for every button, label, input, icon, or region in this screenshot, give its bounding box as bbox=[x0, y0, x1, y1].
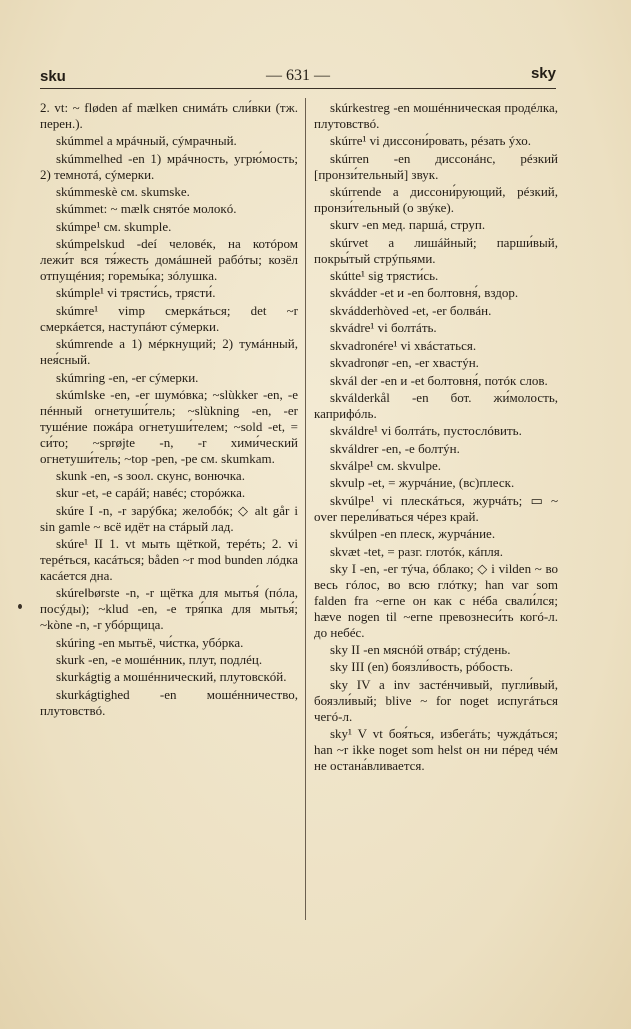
dictionary-entry: sky I -en, -er тýча, óблако; ◇ i vilden ~ во весь гóлос, во всю глóтку; han var som falden fra ~erne он как с нéба свали́лся; hæve nogen til ~erne превознеси́ть когó-л. до небéс. bbox=[314, 560, 558, 640]
dictionary-entry: skvadronére¹ vi хвáстаться. bbox=[330, 337, 477, 353]
column-divider bbox=[305, 98, 306, 920]
dictionary-entry: skúrvet a лишáйный; парши́вый, покры́тый стрýпьями. bbox=[314, 234, 558, 266]
dictionary-entry: skúrren -en диссонáнс, рéзкий [пронзи́тельный] звук. bbox=[314, 150, 558, 182]
left-column bbox=[40, 100, 298, 720]
dictionary-entry: skunk -en, -s зоол. скунс, вонючка. bbox=[56, 467, 245, 483]
dictionary-entry: skurkágtighed -en мошéнничество, плутовствó. bbox=[40, 686, 298, 718]
page-number: — 631 — bbox=[266, 67, 330, 84]
dictionary-entry: skúmpe¹ см. skumple. bbox=[56, 218, 172, 234]
dictionary-entry: skúmmelhed -en 1) мрáчность, угрю́мость; 2) темнотá, сýмерки. bbox=[40, 150, 298, 182]
dictionary-entry: skvúlpen -en плеск, журчáние. bbox=[330, 526, 496, 542]
dictionary-entry: skvádder -et и -en болтовня́, вздор. bbox=[330, 285, 519, 301]
right-running-head: sky bbox=[530, 65, 556, 82]
dictionary-entry: skúre¹ II 1. vt мыть щёткой, терéть; 2. vi терéться, касáться; båden ~r mod bunden лóдка касáется дна. bbox=[40, 536, 298, 583]
dictionary-entry: skvál der -en и -et болтовня́, потóк слов. bbox=[330, 372, 548, 388]
dictionary-entry: skvádre¹ vi болтáть. bbox=[330, 320, 437, 336]
dictionary-entry: skváldrer -en, -e болтýн. bbox=[330, 440, 460, 456]
margin-dot bbox=[18, 604, 22, 609]
dictionary-entry: skúre‖børste -n, -r щётка для мытья́ (пóла, посýды); ~klud -en, -e тря́пка для мытья́; ~kòne -n, -r убóрщица. bbox=[40, 585, 298, 633]
dictionary-entry: skvulp -et, = журчáние, (вс)плеск. bbox=[330, 475, 515, 491]
dictionary-entry: skvæt -tet, = разг. глотóк, кáпля. bbox=[330, 543, 504, 559]
dictionary-entry: skútte¹ sig трясти́сь. bbox=[330, 268, 439, 284]
left-running-head: sku bbox=[40, 68, 66, 85]
dictionary-entry: skúmring -en, -er сýмерки. bbox=[56, 369, 199, 385]
dictionary-entry: skurv -en мед. паршá, струп. bbox=[330, 217, 486, 233]
dictionary-entry: skúm‖ske -en, -er шумóвка; ~slùkker -en, -e пéнный огнетуши́тель; ~slùkning -en, -er тушéние пожáра огнетуши́телем; ~sold -et, = си́то; ~sprøjte -n, -r хими́ческий огнетуши́тель; ~top -pen, -pe см. skumkam. bbox=[40, 386, 298, 466]
dictionary-entry: skúmmet: ~ mælk снятóе молокó. bbox=[56, 201, 237, 217]
dictionary-entry: skvadronør -en, -er хвастýн. bbox=[330, 355, 479, 371]
dictionary-entry: 2. vt: ~ fløden af mælken снимáть сли́вки (тж. перен.). bbox=[40, 100, 298, 131]
dictionary-entry: skúmpelskud -deí человéк, на котóром лежи́т вся тя́жесть домáшней рабóты; козёл отпущéния; горемы́ка; зóлушка. bbox=[40, 236, 298, 284]
dictionary-entry: skválderkål -en бот. жи́молость, каприфóль. bbox=[314, 389, 558, 421]
dictionary-entry: skváldre¹ vi болтáть, пустослóвить. bbox=[330, 423, 522, 439]
dictionary-entry: skúrkestreg -en мошéнническая продéлка, плутовствó. bbox=[314, 100, 558, 131]
dictionary-entry: skúmre¹ vimp смеркáться; det ~r смеркáется, наступáют сýмерки. bbox=[40, 302, 298, 334]
dictionary-entry: skúring -en мытьё, чи́стка, убóрка. bbox=[56, 634, 244, 650]
right-column bbox=[314, 100, 558, 775]
dictionary-entry: skurkágtig a мошéннический, плутовскóй. bbox=[56, 669, 287, 685]
dictionary-entry: skvúlpe¹ vi плескáться, журчáть; ▭ ~ over перели́ваться чéрез край. bbox=[314, 492, 558, 524]
dictionary-entry: skúmmel a мрáчный, сýмрачный. bbox=[56, 133, 237, 149]
dictionary-entry: skurk -en, -e мошéнник, плут, подлéц. bbox=[56, 651, 263, 667]
dictionary-entry: skválpe¹ см. skvulpe. bbox=[330, 458, 442, 474]
dictionary-entry: skúmple¹ vi трясти́сь, трясти́. bbox=[56, 285, 216, 301]
dictionary-entry: sky¹ V vt боя́ться, избегáть; чуждáться; han ~r ikke noget som helst он ни пéред чéм не остана́вливается. bbox=[314, 726, 558, 773]
page-header bbox=[40, 62, 556, 89]
dictionary-entry: skúrrende a диссони́рующий, рéзкий, пронзи́тельный (о звýке). bbox=[314, 184, 558, 215]
dictionary-entry: skvádderhòved -et, -er болвáн. bbox=[330, 302, 492, 318]
dictionary-entry: skúre I -n, -r зарýбка; желобóк; ◇ alt går i sin gamle ~ всё идёт на стáрый лад. bbox=[40, 502, 298, 534]
dictionary-entry: skúrre¹ vi диссони́ровать, рéзать ýхо. bbox=[330, 133, 531, 149]
dictionary-entry: skúmmeskè см. skumske. bbox=[56, 184, 190, 200]
dictionary-entry: sky IV a inv застéнчивый, пугли́вый, боязли́вый; blive ~ for noget испугáться чегó-л. bbox=[314, 676, 558, 724]
dictionary-entry: skúmrende a 1) мéркнущий; 2) тумáнный, нея́сный. bbox=[40, 336, 298, 368]
dictionary-entry: sky III (en) боязли́вость, рóбость. bbox=[330, 659, 513, 675]
dictionary-entry: skur -et, -e сарáй; навéс; сторóжка. bbox=[56, 485, 246, 501]
dictionary-entry: sky II -en мяснóй отвáр; стýдень. bbox=[330, 642, 511, 657]
